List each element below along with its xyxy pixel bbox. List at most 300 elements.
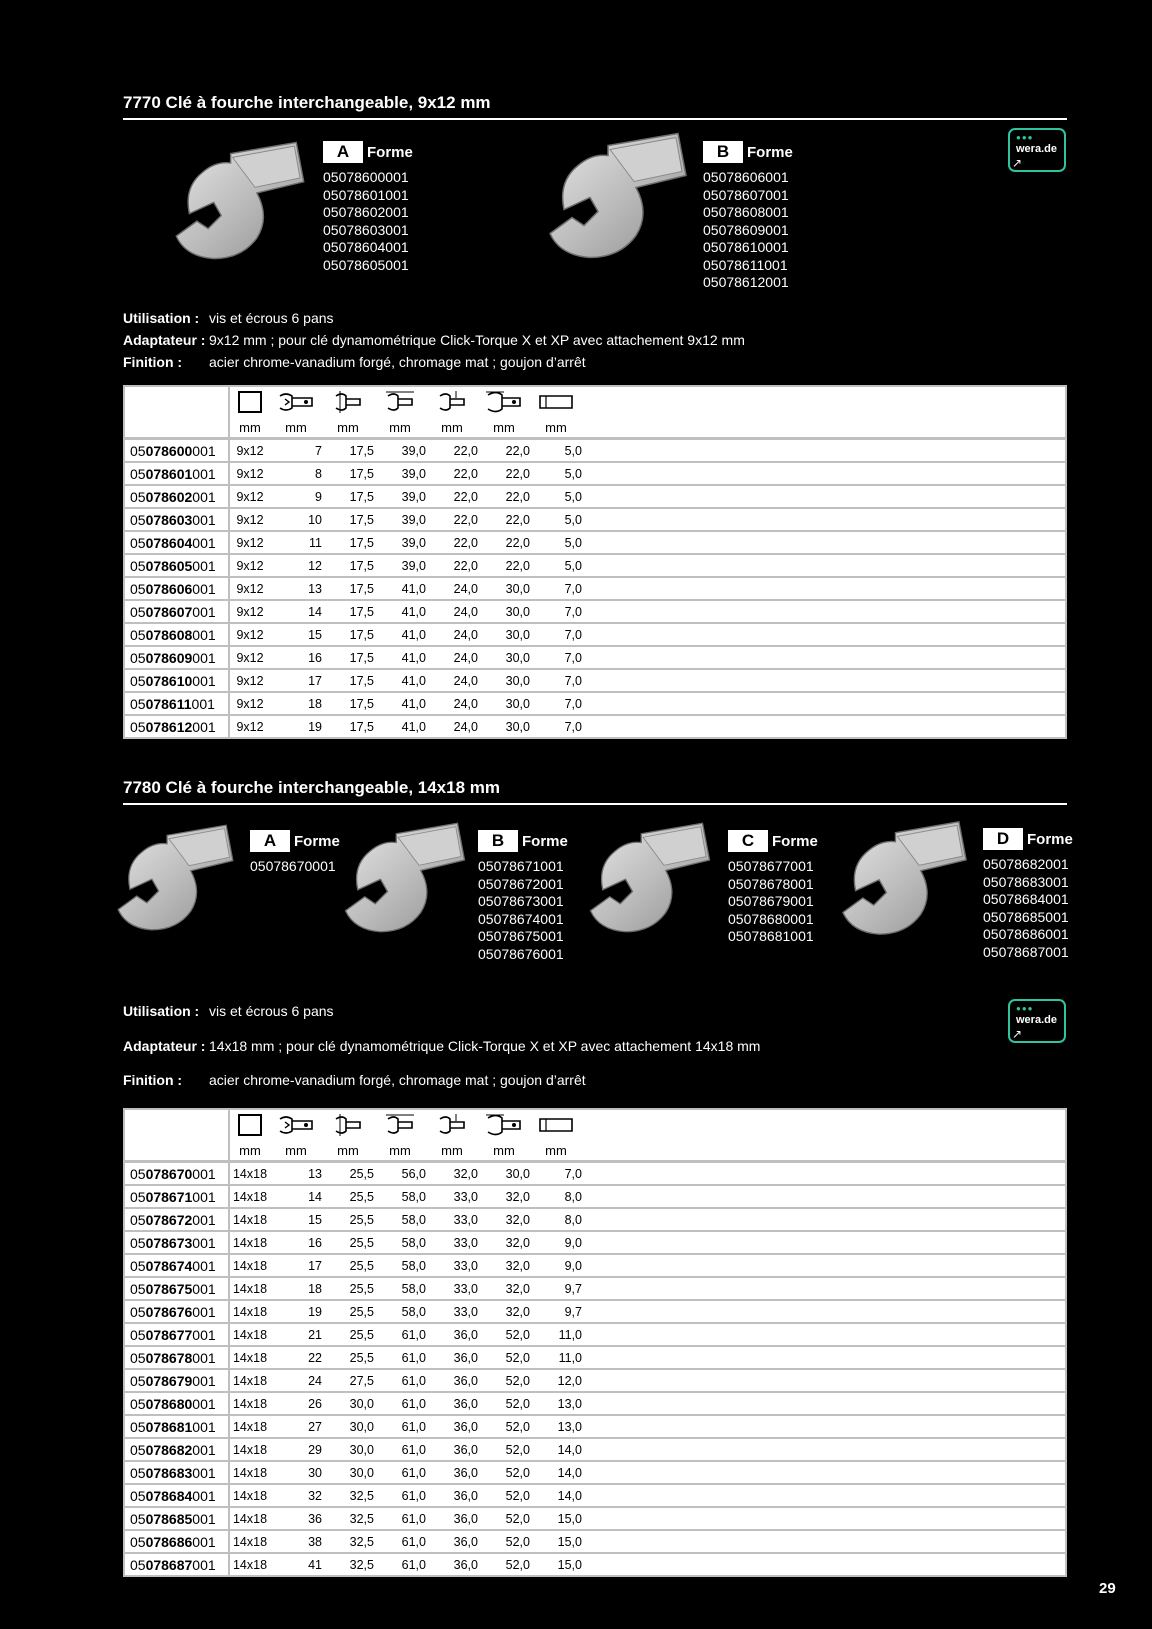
article-code: 05078676001 xyxy=(478,945,564,962)
table-row xyxy=(124,462,1066,485)
table-cell: 30,0 xyxy=(322,1415,374,1438)
table-cell: 14x18 xyxy=(229,1553,270,1576)
table-cell: 33,0 xyxy=(426,1300,478,1323)
table-cell: 56,0 xyxy=(374,1162,426,1186)
table-cell: 12 xyxy=(270,554,322,577)
title-rule xyxy=(123,118,1067,120)
table-cell: 14x18 xyxy=(229,1484,270,1507)
table-row xyxy=(124,1277,1066,1300)
table-cell: 32,0 xyxy=(426,1162,478,1186)
table-cell: 61,0 xyxy=(374,1484,426,1507)
table-cell: 33,0 xyxy=(426,1208,478,1231)
article-code: 05078670001 xyxy=(250,858,336,874)
table-cell: 5,0 xyxy=(530,439,582,463)
table-cell: 14x18 xyxy=(229,1323,270,1346)
table-cell: 7,0 xyxy=(530,669,582,692)
form-c-codes xyxy=(728,858,818,946)
table-cell: 29 xyxy=(270,1438,322,1461)
table-cell: 9 xyxy=(270,485,322,508)
table-cell: 30,0 xyxy=(478,577,530,600)
article-code: 05078680001 xyxy=(728,910,814,927)
length-icon xyxy=(374,390,426,417)
table-cell: 9,7 xyxy=(530,1277,582,1300)
table-cell: 58,0 xyxy=(374,1254,426,1277)
header-cell xyxy=(426,386,478,439)
unit-label: mm xyxy=(493,1143,515,1158)
arrow-icon: ↗ xyxy=(1012,156,1023,170)
table-cell: 39,0 xyxy=(374,531,426,554)
table-row xyxy=(124,1415,1066,1438)
form-label: Forme xyxy=(1027,830,1073,848)
table-cell: 36,0 xyxy=(426,1530,478,1553)
table-cell: 19 xyxy=(270,1300,322,1323)
table-cell: 9,7 xyxy=(530,1300,582,1323)
table-cell: 7,0 xyxy=(530,623,582,646)
header-cell xyxy=(426,1109,478,1162)
table-cell: 30,0 xyxy=(478,646,530,669)
table-cell: 32,0 xyxy=(478,1208,530,1231)
table-cell: 9x12 xyxy=(229,485,270,508)
table-cell: 61,0 xyxy=(374,1323,426,1346)
table-cell: 9x12 xyxy=(229,692,270,715)
table-cell: 15,0 xyxy=(530,1530,582,1553)
unit-label: mm xyxy=(239,420,261,435)
article-code: 05078686001 xyxy=(983,926,1069,942)
article-code: 05078603001 xyxy=(323,221,409,238)
page-number: 29 xyxy=(1099,1580,1116,1597)
article-code: 05078687001 xyxy=(983,943,1069,960)
info-adapter: Adaptateur : 14x18 mm ; pour clé dynamométrique Click-Torque X et XP avec attachement 14x18 mm xyxy=(123,1038,761,1054)
article-code: 05078612001 xyxy=(703,274,789,290)
header-cell xyxy=(229,1109,270,1162)
header-cell xyxy=(322,1109,374,1162)
table-cell: 17,5 xyxy=(322,669,374,692)
table-row xyxy=(124,1323,1066,1346)
table-cell: 5,0 xyxy=(530,485,582,508)
offset-icon xyxy=(426,1113,478,1140)
table-row xyxy=(124,669,1066,692)
table-cell: 5,0 xyxy=(530,554,582,577)
table-row xyxy=(124,1162,1066,1186)
form-letter-badge: B xyxy=(703,141,743,163)
article-code: 05078685001 xyxy=(983,908,1069,925)
table-cell: 7,0 xyxy=(530,692,582,715)
article-code: 05078601001 xyxy=(323,186,409,203)
table-cell: 7 xyxy=(270,439,322,463)
table-cell: 11 xyxy=(270,531,322,554)
table-cell: 36,0 xyxy=(426,1415,478,1438)
article-number: 05078611001 xyxy=(124,692,229,715)
table-cell: 17,5 xyxy=(322,531,374,554)
unit-label: mm xyxy=(389,1143,411,1158)
table-cell: 17,5 xyxy=(322,715,374,738)
unit-label: mm xyxy=(389,420,411,435)
table-cell: 24,0 xyxy=(426,623,478,646)
table-cell: 9x12 xyxy=(229,669,270,692)
article-code: 05078611001 xyxy=(703,256,788,273)
table-cell: 14x18 xyxy=(229,1231,270,1254)
table-cell: 8 xyxy=(270,462,322,485)
table-cell: 17 xyxy=(270,1254,322,1277)
table-cell: 58,0 xyxy=(374,1300,426,1323)
article-code: 05078608001 xyxy=(703,204,789,220)
table-cell: 36,0 xyxy=(426,1553,478,1576)
square-drive-icon xyxy=(230,1113,270,1140)
table-cell: 32,0 xyxy=(478,1231,530,1254)
table-cell: 25,5 xyxy=(322,1185,374,1208)
table-cell: 5,0 xyxy=(530,462,582,485)
wrench-form-d-image xyxy=(832,813,977,943)
article-number: 05078604001 xyxy=(124,531,229,554)
table-row xyxy=(124,1438,1066,1461)
table-row xyxy=(124,1507,1066,1530)
article-number: 05078608001 xyxy=(124,623,229,646)
table-cell: 14 xyxy=(270,1185,322,1208)
wrench-size-icon xyxy=(270,1113,322,1140)
table-cell: 17,5 xyxy=(322,554,374,577)
table-cell: 22,0 xyxy=(426,462,478,485)
table-cell: 13 xyxy=(270,577,322,600)
table-cell: 61,0 xyxy=(374,1438,426,1461)
table-cell: 39,0 xyxy=(374,554,426,577)
table-cell: 14x18 xyxy=(229,1346,270,1369)
table-cell: 22,0 xyxy=(426,439,478,463)
article-number: 05078686001 xyxy=(124,1530,229,1553)
wrench-form-b-image xyxy=(335,815,475,940)
table-cell: 61,0 xyxy=(374,1369,426,1392)
table-cell: 36,0 xyxy=(426,1346,478,1369)
table-cell: 9x12 xyxy=(229,462,270,485)
unit-label: mm xyxy=(545,420,567,435)
spec-table-7770 xyxy=(123,385,1067,739)
table-cell: 58,0 xyxy=(374,1208,426,1231)
article-number: 05078681001 xyxy=(124,1415,229,1438)
table-cell: 22,0 xyxy=(478,554,530,577)
table-row xyxy=(124,692,1066,715)
article-code: 05078679001 xyxy=(728,893,814,909)
unit-label: mm xyxy=(441,420,463,435)
table-cell: 9x12 xyxy=(229,577,270,600)
table-cell: 36,0 xyxy=(426,1438,478,1461)
table-cell: 12,0 xyxy=(530,1369,582,1392)
title-rule xyxy=(123,803,1067,805)
table-cell: 25,5 xyxy=(322,1231,374,1254)
table-cell: 22,0 xyxy=(426,531,478,554)
table-row xyxy=(124,1369,1066,1392)
table-cell: 9,0 xyxy=(530,1231,582,1254)
table-cell: 14x18 xyxy=(229,1415,270,1438)
table-cell: 36,0 xyxy=(426,1461,478,1484)
table-cell: 41,0 xyxy=(374,715,426,738)
offset-icon xyxy=(426,390,478,417)
form-b-block xyxy=(478,830,568,963)
form-c-block xyxy=(728,830,818,946)
table-cell: 25,5 xyxy=(322,1254,374,1277)
article-number: 05078600001 xyxy=(124,439,229,463)
table-cell: 18 xyxy=(270,1277,322,1300)
table-cell: 10 xyxy=(270,508,322,531)
article-code: 05078607001 xyxy=(703,186,789,203)
wrench-form-b-image xyxy=(538,123,698,268)
table-cell: 14x18 xyxy=(229,1277,270,1300)
table-cell: 32,0 xyxy=(478,1300,530,1323)
table-row xyxy=(124,1553,1066,1576)
table-cell: 22,0 xyxy=(426,554,478,577)
head-diameter-icon xyxy=(478,390,530,417)
table-cell: 38 xyxy=(270,1530,322,1553)
table-cell: 15 xyxy=(270,1208,322,1231)
table-cell: 14x18 xyxy=(229,1438,270,1461)
table-cell: 14 xyxy=(270,600,322,623)
table-cell: 14x18 xyxy=(229,1300,270,1323)
table-cell: 22,0 xyxy=(478,462,530,485)
form-a-codes xyxy=(250,858,340,876)
article-code: 05078684001 xyxy=(983,891,1069,907)
table-cell: 15,0 xyxy=(530,1553,582,1576)
table-cell: 39,0 xyxy=(374,485,426,508)
table-cell: 9x12 xyxy=(229,715,270,738)
table-cell: 30,0 xyxy=(322,1438,374,1461)
table-row xyxy=(124,1530,1066,1553)
table-cell: 30,0 xyxy=(478,692,530,715)
header-cell xyxy=(229,386,270,439)
table-cell: 9x12 xyxy=(229,623,270,646)
table-cell: 32,0 xyxy=(478,1185,530,1208)
wrench-size-icon xyxy=(270,390,322,417)
table-row xyxy=(124,1231,1066,1254)
table-cell: 32,0 xyxy=(478,1254,530,1277)
table-row xyxy=(124,531,1066,554)
table-cell: 14,0 xyxy=(530,1438,582,1461)
table-cell: 17,5 xyxy=(322,462,374,485)
table-row xyxy=(124,1461,1066,1484)
header-cell xyxy=(530,1109,582,1162)
thickness-icon xyxy=(530,1113,582,1140)
form-b-block xyxy=(703,141,793,292)
section-title-7770: 7770 Clé à fourche interchangeable, 9x12 mm xyxy=(123,93,491,112)
unit-label: mm xyxy=(545,1143,567,1158)
article-number: 05078685001 xyxy=(124,1507,229,1530)
article-code: 05078683001 xyxy=(983,873,1069,890)
table-cell: 14,0 xyxy=(530,1484,582,1507)
length-icon xyxy=(374,1113,426,1140)
article-number: 05078612001 xyxy=(124,715,229,738)
table-cell: 30,0 xyxy=(322,1392,374,1415)
table-row xyxy=(124,554,1066,577)
table-cell: 22 xyxy=(270,1346,322,1369)
table-cell: 41,0 xyxy=(374,669,426,692)
unit-label: mm xyxy=(441,1143,463,1158)
table-cell: 9x12 xyxy=(229,531,270,554)
wera-logo[interactable] xyxy=(1008,128,1066,172)
table-cell: 30,0 xyxy=(478,623,530,646)
arrow-icon: ↗ xyxy=(1012,1027,1023,1041)
table-cell: 36,0 xyxy=(426,1369,478,1392)
table-cell: 36 xyxy=(270,1507,322,1530)
form-b-codes xyxy=(478,858,568,963)
table-cell: 41,0 xyxy=(374,646,426,669)
table-cell: 17,5 xyxy=(322,646,374,669)
table-cell: 7,0 xyxy=(530,1162,582,1186)
table-cell: 14x18 xyxy=(229,1185,270,1208)
article-number: 05078679001 xyxy=(124,1369,229,1392)
table-cell: 58,0 xyxy=(374,1185,426,1208)
form-letter-badge: B xyxy=(478,830,518,852)
table-cell: 52,0 xyxy=(478,1438,530,1461)
spec-table-7780 xyxy=(123,1108,1067,1577)
head-width-icon xyxy=(322,390,374,417)
table-cell: 9x12 xyxy=(229,508,270,531)
form-d-codes xyxy=(983,856,1073,961)
table-cell: 15 xyxy=(270,623,322,646)
form-d-block xyxy=(983,828,1073,961)
table-row xyxy=(124,715,1066,738)
article-code: 05078606001 xyxy=(703,169,789,185)
table-cell: 32,5 xyxy=(322,1507,374,1530)
unit-label: mm xyxy=(493,420,515,435)
table-cell: 32,5 xyxy=(322,1530,374,1553)
table-row xyxy=(124,1392,1066,1415)
table-cell: 61,0 xyxy=(374,1346,426,1369)
table-cell: 24,0 xyxy=(426,577,478,600)
thickness-icon xyxy=(530,390,582,417)
article-number: 05078682001 xyxy=(124,1438,229,1461)
table-cell: 52,0 xyxy=(478,1553,530,1576)
article-number: 05078603001 xyxy=(124,508,229,531)
article-number: 05078687001 xyxy=(124,1553,229,1576)
form-label: Forme xyxy=(367,143,413,161)
article-code: 05078672001 xyxy=(478,875,564,892)
table-cell: 7,0 xyxy=(530,600,582,623)
article-number: 05078602001 xyxy=(124,485,229,508)
table-cell: 9x12 xyxy=(229,554,270,577)
table-cell: 41,0 xyxy=(374,600,426,623)
article-code: 05078605001 xyxy=(323,256,409,273)
table-cell: 36,0 xyxy=(426,1392,478,1415)
article-code: 05078609001 xyxy=(703,221,789,238)
head-diameter-icon xyxy=(478,1113,530,1140)
table-cell: 33,0 xyxy=(426,1185,478,1208)
table-cell: 14x18 xyxy=(229,1162,270,1186)
table-cell: 17,5 xyxy=(322,485,374,508)
table-cell: 61,0 xyxy=(374,1415,426,1438)
table-cell: 25,5 xyxy=(322,1300,374,1323)
wrench-form-c-image xyxy=(580,815,720,940)
table-row xyxy=(124,439,1066,463)
table-cell: 52,0 xyxy=(478,1369,530,1392)
table-cell: 14x18 xyxy=(229,1208,270,1231)
wera-logo[interactable] xyxy=(1008,999,1066,1043)
article-code: 05078673001 xyxy=(478,893,564,909)
article-code: 05078681001 xyxy=(728,928,814,944)
table-cell: 30,0 xyxy=(478,1162,530,1186)
unit-label: mm xyxy=(285,420,307,435)
table-row xyxy=(124,1208,1066,1231)
table-cell: 61,0 xyxy=(374,1507,426,1530)
article-number: 05078606001 xyxy=(124,577,229,600)
table-cell: 17 xyxy=(270,669,322,692)
article-number: 05078680001 xyxy=(124,1392,229,1415)
article-code: 05078674001 xyxy=(478,910,564,927)
table-cell: 52,0 xyxy=(478,1346,530,1369)
table-cell: 14x18 xyxy=(229,1254,270,1277)
article-number: 05078676001 xyxy=(124,1300,229,1323)
table-cell: 27 xyxy=(270,1415,322,1438)
article-number: 05078684001 xyxy=(124,1484,229,1507)
table-row xyxy=(124,1300,1066,1323)
table-row xyxy=(124,1484,1066,1507)
info-finish: Finition : acier chrome-vanadium forgé, chromage mat ; goujon d’arrêt xyxy=(123,354,586,370)
table-cell: 7,0 xyxy=(530,646,582,669)
article-code: 05078602001 xyxy=(323,204,409,220)
table-cell: 39,0 xyxy=(374,508,426,531)
form-b-codes xyxy=(703,169,793,292)
header-cell xyxy=(530,386,582,439)
article-number: 05078672001 xyxy=(124,1208,229,1231)
table-cell: 14x18 xyxy=(229,1530,270,1553)
table-cell: 14x18 xyxy=(229,1369,270,1392)
article-number: 05078670001 xyxy=(124,1162,229,1186)
table-cell: 17,5 xyxy=(322,623,374,646)
table-row xyxy=(124,1346,1066,1369)
table-cell: 32,5 xyxy=(322,1484,374,1507)
table-cell: 14x18 xyxy=(229,1392,270,1415)
table-cell: 26 xyxy=(270,1392,322,1415)
article-number: 05078678001 xyxy=(124,1346,229,1369)
table-cell: 58,0 xyxy=(374,1231,426,1254)
table-cell: 22,0 xyxy=(478,485,530,508)
table-row xyxy=(124,623,1066,646)
table-cell: 24,0 xyxy=(426,646,478,669)
form-letter-badge: A xyxy=(323,141,363,163)
table-row xyxy=(124,508,1066,531)
table-cell: 30,0 xyxy=(478,600,530,623)
table-cell: 61,0 xyxy=(374,1553,426,1576)
info-usage: Utilisation : vis et écrous 6 pans xyxy=(123,310,334,326)
article-number: 05078683001 xyxy=(124,1461,229,1484)
unit-label: mm xyxy=(285,1143,307,1158)
form-a-block xyxy=(323,141,413,274)
table-row xyxy=(124,1254,1066,1277)
table-cell: 25,5 xyxy=(322,1323,374,1346)
wrench-form-a-image xyxy=(108,815,243,940)
table-cell: 41,0 xyxy=(374,623,426,646)
table-row xyxy=(124,485,1066,508)
table-cell: 8,0 xyxy=(530,1208,582,1231)
table-cell: 30 xyxy=(270,1461,322,1484)
logo-dots-icon: ●●● xyxy=(1016,1004,1034,1013)
table-cell: 19 xyxy=(270,715,322,738)
table-row xyxy=(124,646,1066,669)
table-cell: 24 xyxy=(270,1369,322,1392)
logo-dots-icon: ●●● xyxy=(1016,133,1034,142)
table-cell: 18 xyxy=(270,692,322,715)
table-cell: 33,0 xyxy=(426,1254,478,1277)
table-cell: 25,5 xyxy=(322,1208,374,1231)
article-number: 05078671001 xyxy=(124,1185,229,1208)
table-cell: 25,5 xyxy=(322,1162,374,1186)
table-cell: 41,0 xyxy=(374,577,426,600)
table-cell: 22,0 xyxy=(478,439,530,463)
logo-text: wera.de xyxy=(1016,1014,1057,1026)
table-cell: 30,0 xyxy=(478,715,530,738)
unit-label: mm xyxy=(337,420,359,435)
table-cell: 39,0 xyxy=(374,462,426,485)
form-letter-badge: A xyxy=(250,830,290,852)
table-cell: 21 xyxy=(270,1323,322,1346)
header-cell xyxy=(478,386,530,439)
table-cell: 36,0 xyxy=(426,1484,478,1507)
